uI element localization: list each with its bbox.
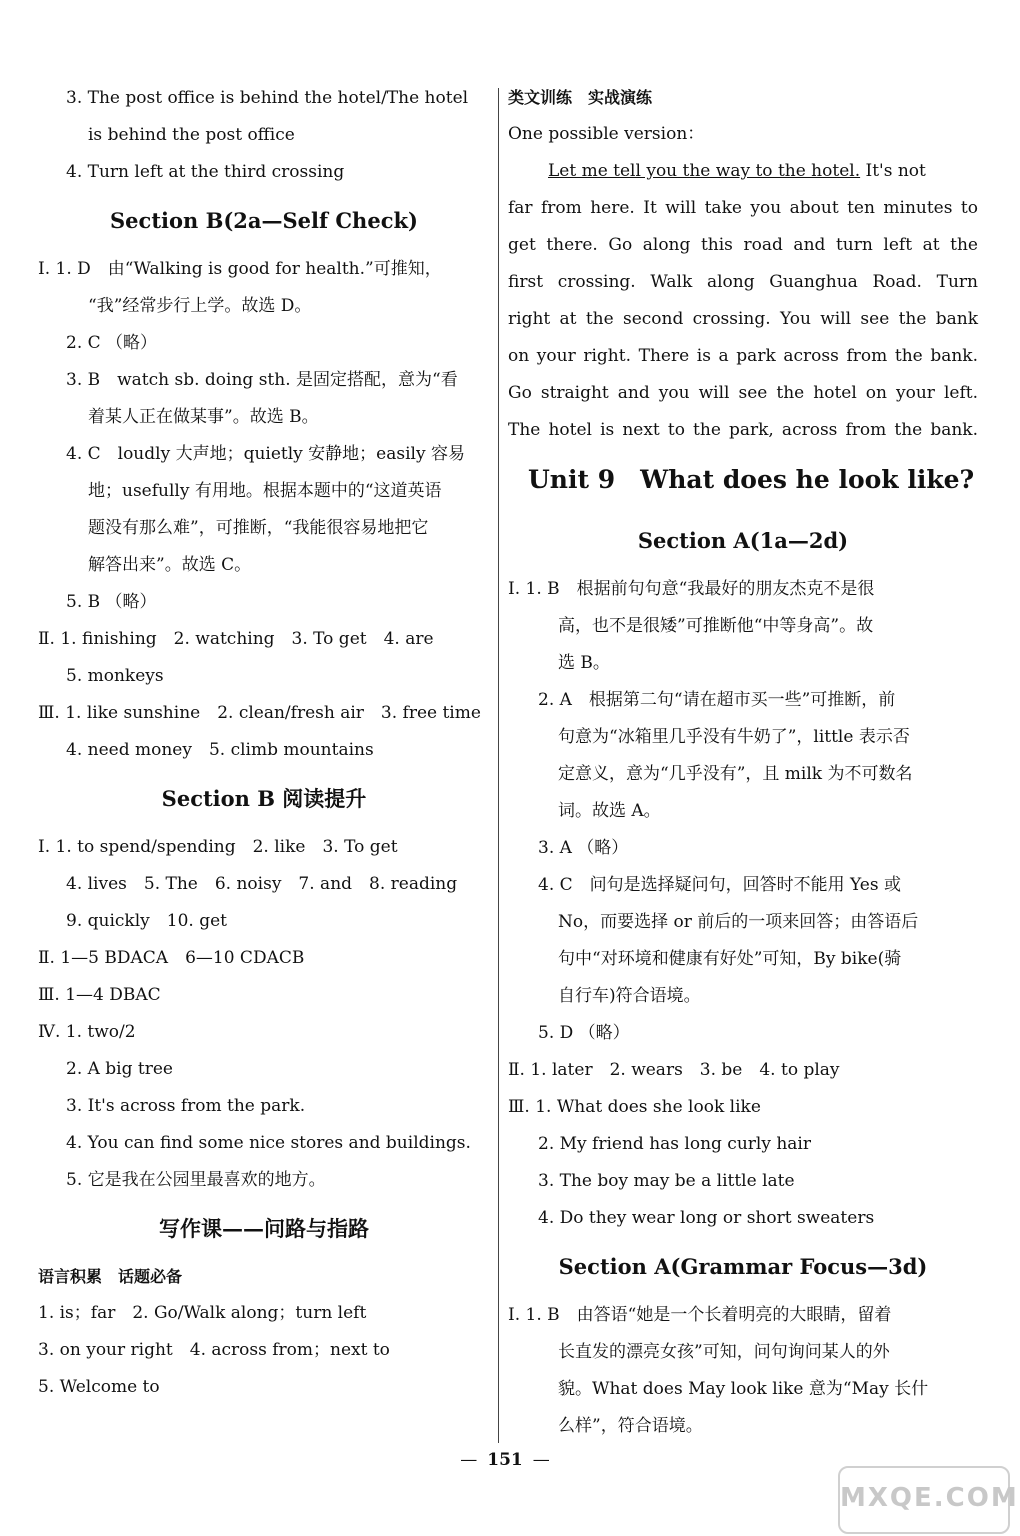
text-line: 5. D （略）	[538, 1023, 630, 1043]
text-line: 2. My friend has long curly hair	[538, 1134, 811, 1154]
text-line: 5. 它是我在公园里最喜欢的地方。	[66, 1170, 326, 1190]
text-line: first crossing. Walk along Guanghua Road. Turn	[508, 272, 978, 292]
text-line: 2. C （略）	[66, 333, 158, 353]
text-line: 词。故选 A。	[558, 801, 661, 821]
text-line: 选 B。	[558, 653, 610, 673]
section-heading: Section A(Grammar Focus—3d)	[558, 1254, 928, 1279]
text-line: 3. on your right 4. across from；next to	[38, 1340, 390, 1360]
text-line: 9. quickly 10. get	[66, 911, 227, 931]
text-line: 4. need money 5. climb mountains	[66, 740, 374, 760]
left-column	[38, 80, 490, 1406]
text-line: 4. lives 5. The 6. noisy 7. and 8. reading	[66, 874, 458, 894]
text-line: 4. Turn left at the third crossing	[66, 162, 345, 182]
section-heading: 类文训练 实战演练	[508, 88, 653, 107]
essay-first-line: Let me tell you the way to the hotel. It's not	[548, 161, 926, 181]
text-line: 句中“对环境和健康有好处”可知，By bike(骑	[558, 949, 902, 969]
column-divider	[498, 88, 499, 1443]
text-line: Go straight and you will see the hotel on your left.	[508, 383, 978, 403]
text-line: 1. is；far 2. Go/Walk along；turn left	[38, 1303, 367, 1323]
watermark-logo: MXQE.COM	[838, 1466, 1010, 1534]
text-line: No，而要选择 or 前后的一项来回答；由答语后	[558, 912, 919, 932]
text-line: 4. C loudly 大声地；quietly 安静地；easily 容易	[66, 444, 465, 464]
page-number: — 151 —	[460, 1450, 550, 1470]
text-line: 解答出来”。故选 C。	[88, 555, 252, 575]
text-line: on your right. There is a park across from the bank.	[508, 346, 978, 366]
text-line: 5. Welcome to	[38, 1377, 160, 1397]
text-line: “我”经常步行上学。故选 D。	[88, 296, 312, 316]
section-heading: Section B 阅读提升	[161, 786, 367, 811]
text-line: Ⅰ. 1. B 根据前句句意“我最好的朋友杰克不是很	[508, 579, 875, 599]
text-line: Ⅱ. 1. later 2. wears 3. be 4. to play	[508, 1060, 840, 1080]
right-column	[508, 80, 978, 1445]
section-heading: 语言积累 话题必备	[38, 1267, 183, 1286]
text-line: 定意义，意为“几乎没有”，且 milk 为不可数名	[558, 764, 913, 784]
text-line: 着某人正在做某事”。故选 B。	[88, 407, 319, 427]
text-line: 4. C 问句是选择疑问句，回答时不能用 Yes 或	[538, 875, 901, 895]
text-line: 3. It's across from the park.	[66, 1096, 306, 1116]
text-line: 么样”，符合语境。	[558, 1416, 703, 1436]
text-line: 5. monkeys	[66, 666, 164, 686]
text-line: 3. A （略）	[538, 838, 629, 858]
text-line: Ⅲ. 1—4 DBAC	[38, 985, 161, 1005]
text-line: 貌。What does May look like 意为“May 长什	[558, 1379, 929, 1399]
text-line: Ⅰ. 1. D 由“Walking is good for health.”可推知，	[38, 259, 442, 279]
text-line: get there. Go along this road and turn left at the	[508, 235, 978, 255]
text-line: One possible version：	[508, 124, 705, 144]
text-line: The hotel is next to the park, across from the bank.	[508, 420, 978, 440]
text-line: 高，也不是很矮”可推断他“中等身高”。故	[558, 616, 874, 636]
text-line: 3. The post office is behind the hotel/The hotel	[66, 88, 469, 108]
text-line: 长直发的漂亮女孩”可知，问句询问某人的外	[558, 1342, 890, 1362]
text-line: Ⅲ. 1. like sunshine 2. clean/fresh air 3. free time	[38, 703, 481, 723]
text-line: Ⅱ. 1. finishing 2. watching 3. To get 4. are	[38, 629, 434, 649]
text-line: Ⅳ. 1. two/2	[38, 1022, 136, 1042]
text-line: 自行车)符合语境。	[558, 986, 701, 1006]
section-heading: 写作课——问路与指路	[159, 1216, 369, 1241]
section-heading: Unit 9 What does he look like?	[528, 465, 975, 494]
text-line: 4. Do they wear long or short sweaters	[538, 1208, 875, 1228]
text-line: 3. B watch sb. doing sth. 是固定搭配，意为“看	[66, 370, 458, 390]
text-line: Ⅱ. 1—5 BDACA 6—10 CDACB	[38, 948, 305, 968]
text-line: right at the second crossing. You will see the bank	[508, 309, 978, 329]
text-line: 3. The boy may be a little late	[538, 1171, 795, 1191]
text-line: is behind the post office	[88, 125, 295, 145]
text-line: 地；usefully 有用地。根据本题中的“这道英语	[88, 481, 442, 501]
text-line: Ⅰ. 1. to spend/spending 2. like 3. To get	[38, 837, 398, 857]
text-line: Ⅲ. 1. What does she look like	[508, 1097, 761, 1117]
text-line: 句意为“冰箱里几乎没有牛奶了”，little 表示否	[558, 727, 910, 747]
text-line: 5. B （略）	[66, 592, 157, 612]
text-line: 题没有那么难”，可推断，“我能很容易地把它	[88, 518, 429, 538]
text-line: 2. A big tree	[66, 1059, 173, 1079]
text-line: Ⅰ. 1. B 由答语“她是一个长着明亮的大眼睛，留着	[508, 1305, 892, 1325]
text-line: 4. You can find some nice stores and buildings.	[66, 1133, 471, 1153]
text-line: far from here. It will take you about ten minutes to	[508, 198, 978, 218]
section-heading: Section B(2a—Self Check)	[110, 208, 418, 233]
text-line: 2. A 根据第二句“请在超市买一些”可推断，前	[538, 690, 896, 710]
section-heading: Section A(1a—2d)	[637, 528, 849, 553]
